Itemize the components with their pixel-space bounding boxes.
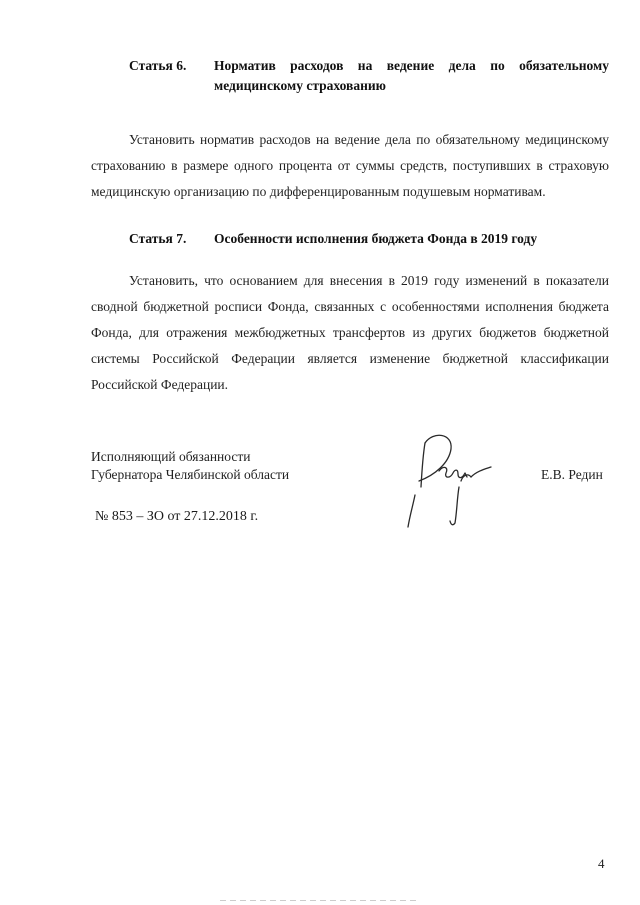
signatory-name: Е.В. Редин [541,467,603,482]
article-6-title: Норматив расходов на ведение дела по обязательному медицинскому страхованию [214,58,609,93]
page-number: 4 [598,856,605,871]
handwritten-signature [395,425,505,535]
article-6-text: Установить норматив расходов на ведение дела по обязательному медицинскому страхованию в размере одного процента от суммы средств, поступивших в страховую медицинскую организацию по дифференцированным подушевым нормативам. [91,132,609,199]
article-7-number: Статья 7. [129,231,187,246]
article-6-number: Статья 6. [129,58,187,73]
scan-artifact [220,900,420,901]
article-7-title: Особенности исполнения бюджета Фонда в 2019 году [214,231,538,246]
signatory-position [91,448,289,484]
article-7-text: Установить, что основанием для внесения в 2019 году изменений в показатели сводной бюджетной росписи Фонда, связанных с особенностями исполнения бюджета Фонда, для отражения межбюджетных трансфертов из других бюджетов бюджетной системы Российской Федерации является изменение бюджетной классификации Российской Федерации. [91,273,609,392]
signatory-position-line-2: Губернатора Челябинской области [91,467,290,482]
signatory-position-line-1: Исполняющий обязанности [91,449,251,464]
law-number-date: № 853 – ЗО от 27.12.2018 г. [95,509,259,524]
